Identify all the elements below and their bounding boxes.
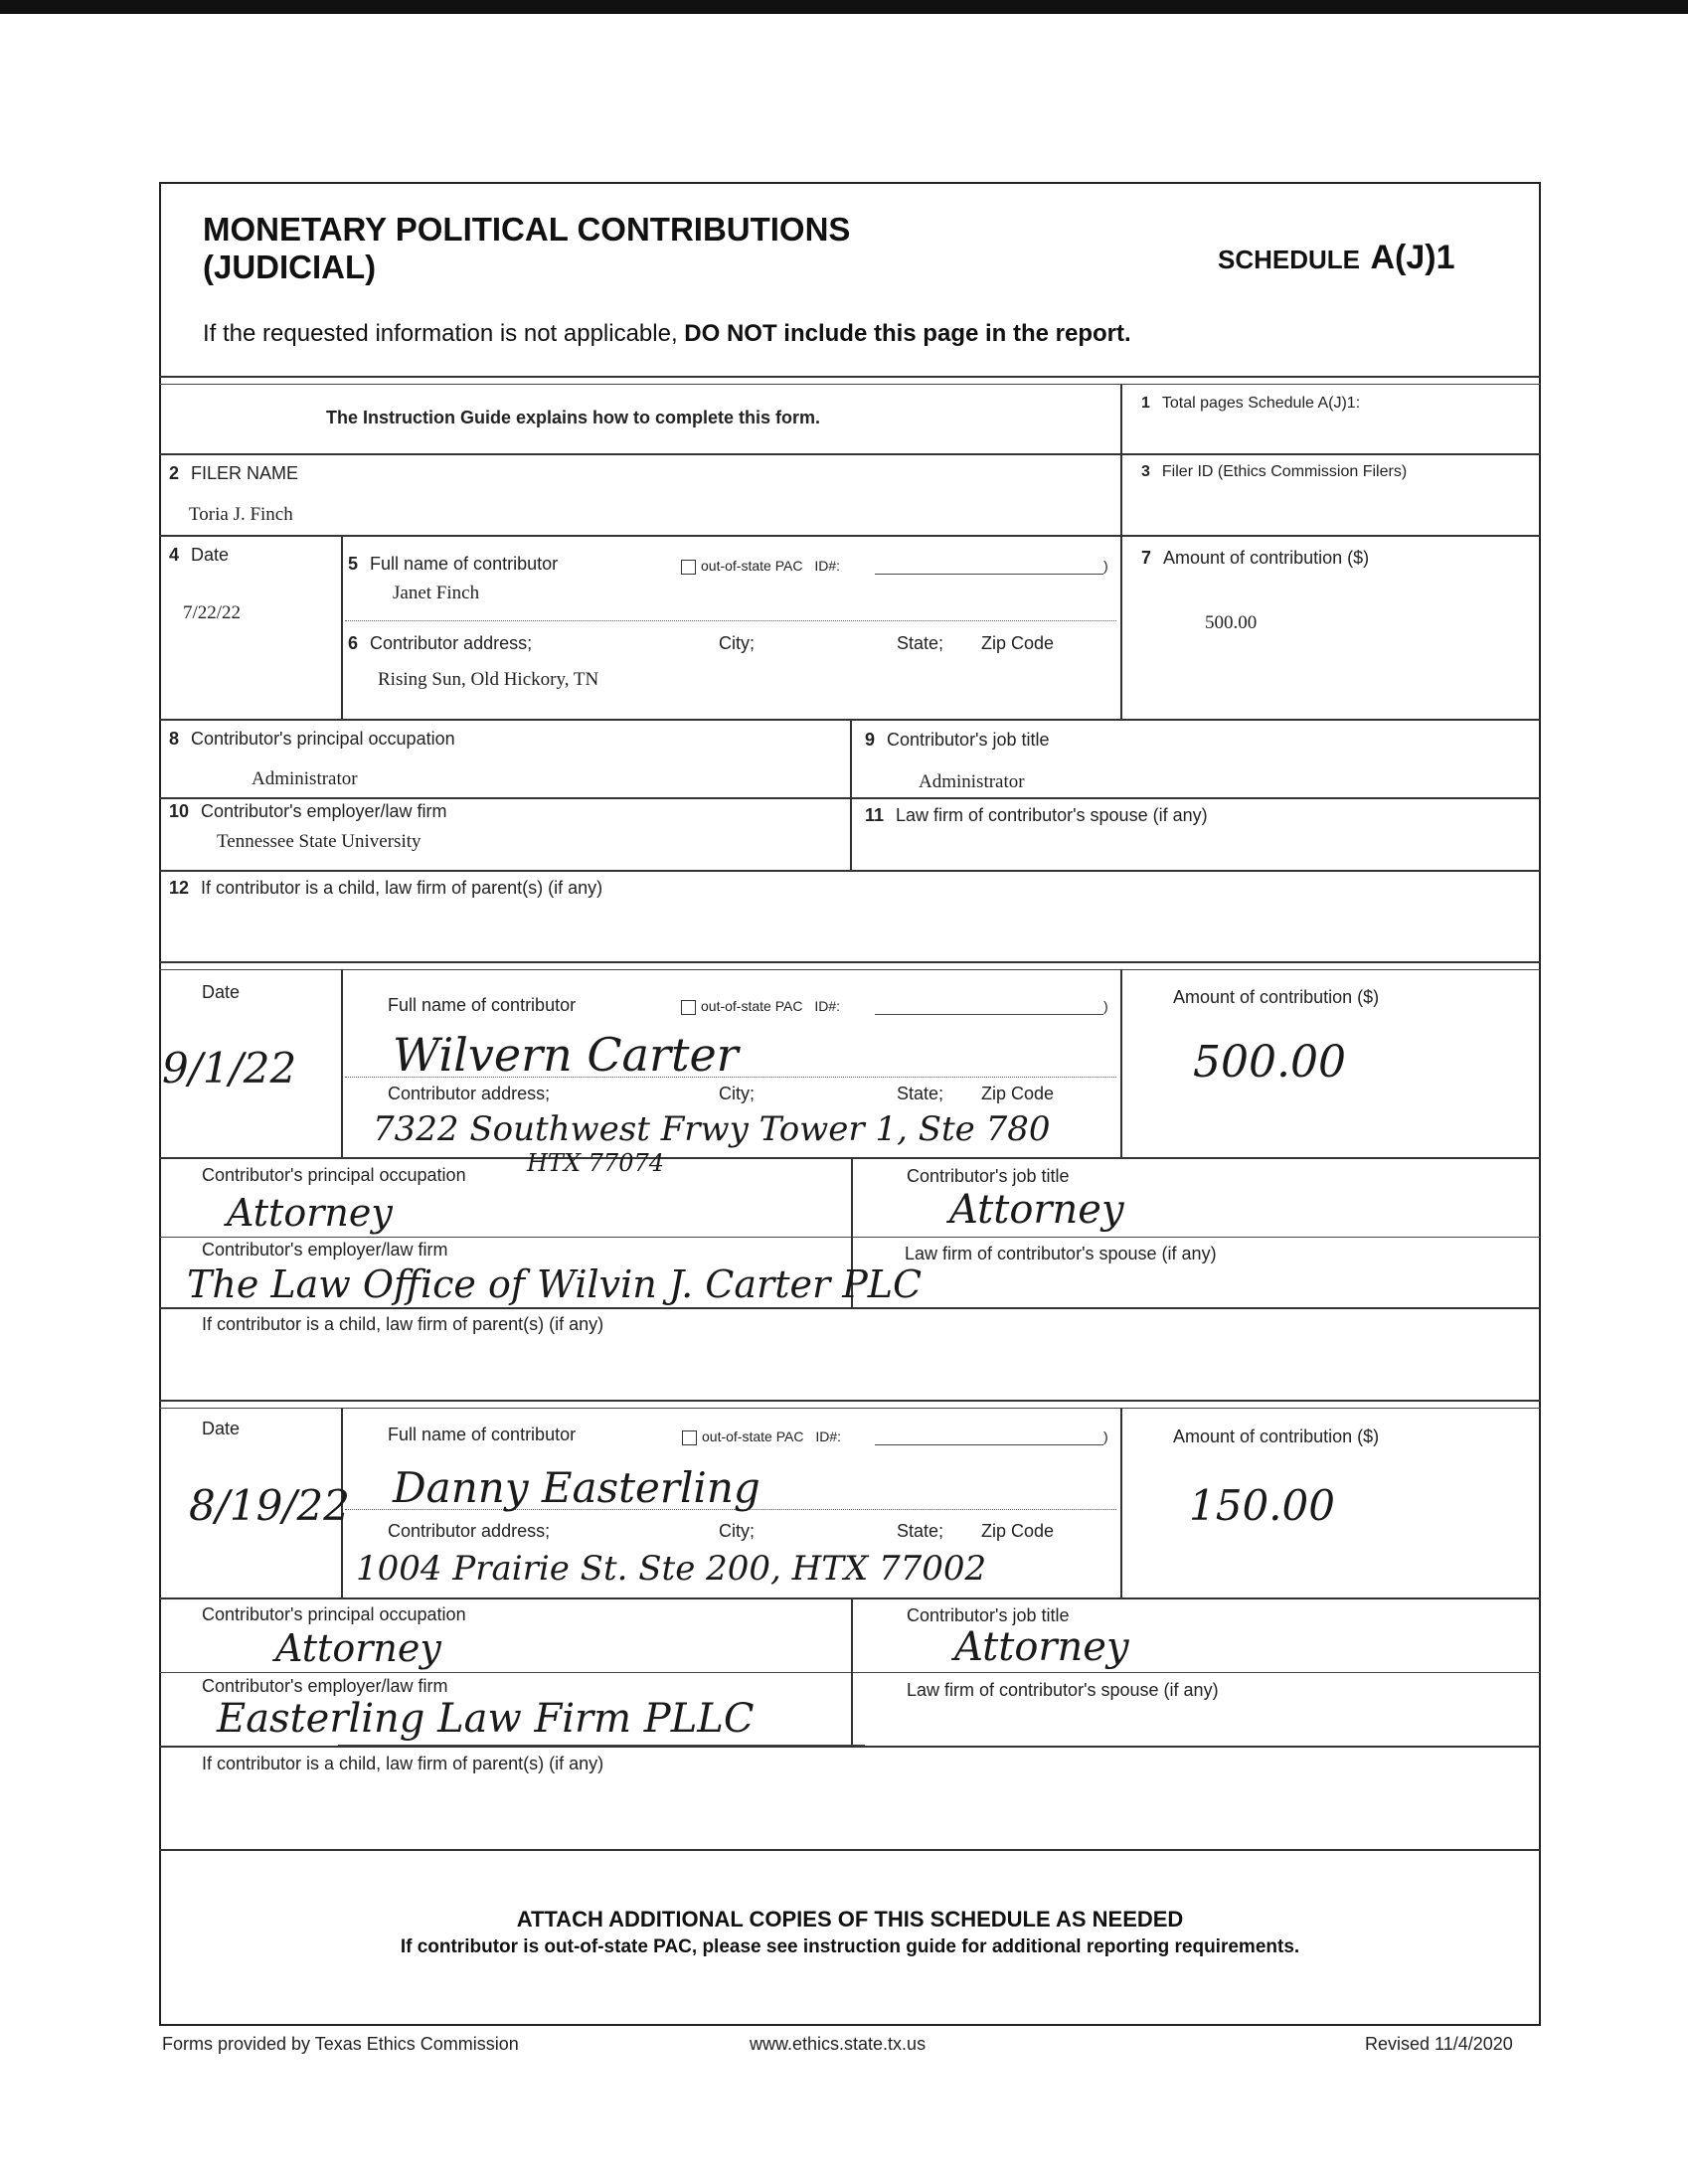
entry1-name-value[interactable]: Janet Finch	[393, 583, 480, 603]
notice-bold-text: DO NOT include this page in the report.	[684, 320, 1131, 347]
field-label: Date	[191, 545, 230, 565]
notice-text: If the requested information is not applicable,	[203, 320, 678, 347]
entry2-name-value[interactable]: Wilvern Carter	[393, 1028, 739, 1082]
pac-id-label: ID#:	[814, 558, 841, 574]
pac-id-close: )	[1103, 998, 1108, 1014]
field-label: Law firm of contributor's spouse (if any)	[896, 805, 1208, 825]
entry1-date-label	[169, 545, 229, 566]
scan-top-edge	[0, 0, 1688, 14]
field-number: 8	[169, 729, 180, 749]
entry2-job-title-label: Contributor's job title	[907, 1166, 1070, 1186]
entry2-spouse-label: Law firm of contributor's spouse (if any)	[905, 1244, 1217, 1263]
instruction-guide-note: The Instruction Guide explains how to complete this form.	[326, 408, 821, 427]
field-number: 11	[865, 805, 885, 825]
field-label: Contributor's employer/law firm	[201, 801, 447, 821]
field-label: Full name of contributor	[370, 554, 559, 574]
form-title-line2: (JUDICIAL)	[203, 249, 377, 285]
entry3-employer-label: Contributor's employer/law firm	[202, 1676, 448, 1696]
entry1-name-label	[348, 554, 558, 575]
pac-id-close: )	[1103, 558, 1108, 574]
entry2-address-line2[interactable]: HTX 77074	[527, 1149, 664, 1177]
field-label: Contributor's job title	[887, 730, 1050, 750]
field-number: 2	[169, 463, 180, 483]
entry1-amount-label	[1141, 548, 1369, 569]
entry3-state-label: State;	[897, 1521, 944, 1541]
field-label: Total pages Schedule A(J)1:	[1161, 395, 1361, 412]
entry3-date-label: Date	[202, 1419, 241, 1438]
entry3-address-value[interactable]: 1004 Prairie St. Ste 200, HTX 77002	[356, 1549, 987, 1589]
entry1-pac-checkbox[interactable]	[681, 558, 840, 575]
footer-provider: Forms provided by Texas Ethics Commission	[162, 2034, 519, 2054]
entry3-child-label: If contributor is a child, law firm of parent(s) (if any)	[202, 1754, 604, 1773]
field-number: 5	[348, 554, 359, 574]
field-number: 7	[1141, 548, 1152, 568]
entry2-occupation-label: Contributor's principal occupation	[202, 1165, 466, 1185]
entry1-occupation-label	[169, 729, 455, 750]
pac-checkbox-box[interactable]	[681, 1000, 696, 1015]
entry1-city-label: City;	[719, 633, 755, 653]
entry2-amount-label: Amount of contribution ($)	[1173, 987, 1380, 1007]
field-2-filer-name	[169, 463, 298, 484]
entry3-name-label: Full name of contributor	[388, 1425, 577, 1444]
entry2-job-title-value[interactable]: Attorney	[949, 1187, 1124, 1233]
entry2-employer-value[interactable]: The Law Office of Wilvin J. Carter PLC	[187, 1262, 923, 1306]
entry2-date-label: Date	[202, 982, 241, 1002]
entry1-state-label: State;	[897, 633, 944, 653]
pac-label: out-of-state PAC	[702, 1428, 804, 1444]
entry2-child-label: If contributor is a child, law firm of parent(s) (if any)	[202, 1314, 604, 1334]
schedule-id: A(J)1	[1370, 239, 1455, 276]
field-number: 10	[169, 801, 190, 821]
entry3-job-title-label: Contributor's job title	[907, 1605, 1070, 1625]
entry1-address-value[interactable]: Rising Sun, Old Hickory, TN	[378, 669, 599, 690]
field-number: 3	[1141, 463, 1150, 480]
field-label: Filer ID (Ethics Commission Filers)	[1161, 463, 1408, 480]
entry1-occupation-value[interactable]: Administrator	[252, 768, 358, 789]
pac-id-label: ID#:	[814, 998, 841, 1014]
field-number: 1	[1141, 395, 1150, 412]
field-3-filer-id	[1141, 463, 1407, 481]
schedule-form	[159, 182, 1541, 2026]
entry2-name-label: Full name of contributor	[388, 995, 577, 1015]
entry3-date-value[interactable]: 8/19/22	[189, 1481, 350, 1530]
entry1-date-value[interactable]: 7/22/22	[183, 602, 242, 623]
field-label: FILER NAME	[191, 463, 299, 483]
entry1-job-title-label	[865, 730, 1050, 751]
field-number: 4	[169, 545, 180, 565]
entry2-city-label: City;	[719, 1084, 755, 1103]
entry1-amount-value[interactable]: 500.00	[1205, 612, 1258, 633]
entry3-occupation-label: Contributor's principal occupation	[202, 1604, 466, 1624]
schedule-word: SCHEDULE	[1218, 245, 1361, 274]
entry3-name-value[interactable]: Danny Easterling	[393, 1463, 760, 1512]
field-label: Amount of contribution ($)	[1163, 548, 1370, 568]
footer-revision: Revised 11/4/2020	[1365, 2034, 1513, 2054]
entry2-address-value[interactable]: 7322 Southwest Frwy Tower 1, Ste 780	[373, 1109, 1051, 1149]
entry2-employer-label: Contributor's employer/law firm	[202, 1240, 448, 1260]
entry1-child-label	[169, 878, 602, 899]
entry2-date-value[interactable]: 9/1/22	[162, 1044, 297, 1092]
filer-name-value[interactable]: Toria J. Finch	[189, 504, 293, 525]
field-label: If contributor is a child, law firm of parent(s) (if any)	[201, 878, 603, 898]
entry1-job-title-value[interactable]: Administrator	[919, 771, 1025, 792]
field-1-total-pages	[1141, 395, 1360, 413]
field-number: 9	[865, 730, 876, 750]
field-label: Contributor's principal occupation	[191, 729, 455, 749]
entry3-job-title-value[interactable]: Attorney	[954, 1624, 1129, 1670]
entry1-zip-label: Zip Code	[981, 633, 1055, 653]
entry2-amount-value[interactable]: 500.00	[1193, 1037, 1346, 1088]
entry3-address-label: Contributor address;	[388, 1521, 551, 1541]
form-title-line1: MONETARY POLITICAL CONTRIBUTIONS	[203, 211, 851, 248]
entry2-state-label: State;	[897, 1084, 944, 1103]
pac-label: out-of-state PAC	[701, 558, 803, 574]
entry3-zip-label: Zip Code	[981, 1521, 1055, 1541]
entry2-occupation-value[interactable]: Attorney	[227, 1191, 393, 1235]
entry3-amount-value[interactable]: 150.00	[1189, 1481, 1335, 1530]
entry3-spouse-label: Law firm of contributor's spouse (if any)	[907, 1680, 1219, 1700]
field-label: Contributor address;	[370, 633, 533, 653]
footer-website[interactable]: www.ethics.state.tx.us	[750, 2034, 927, 2054]
attach-notice-subtext: If contributor is out-of-state PAC, please see instruction guide for additional reporting requirements.	[400, 1936, 1300, 1957]
entry3-occupation-value[interactable]: Attorney	[275, 1626, 441, 1670]
entry2-address-label: Contributor address;	[388, 1084, 551, 1103]
entry1-employer-value[interactable]: Tennessee State University	[217, 831, 422, 852]
entry3-pac-checkbox[interactable]	[682, 1428, 841, 1445]
attach-notice-heading: ATTACH ADDITIONAL COPIES OF THIS SCHEDULE AS NEEDED	[516, 1907, 1184, 1932]
entry3-amount-label: Amount of contribution ($)	[1173, 1427, 1380, 1446]
entry3-employer-value[interactable]: Easterling Law Firm PLLC	[217, 1696, 755, 1742]
entry1-address-label	[348, 633, 532, 654]
entry3-city-label: City;	[719, 1521, 755, 1541]
pac-label: out-of-state PAC	[701, 998, 803, 1014]
pac-checkbox-box[interactable]	[682, 1430, 697, 1445]
field-number: 12	[169, 878, 190, 898]
entry2-pac-checkbox[interactable]	[681, 998, 840, 1015]
pac-id-label: ID#:	[815, 1428, 842, 1444]
entry1-employer-label	[169, 801, 447, 822]
pac-checkbox-box[interactable]	[681, 560, 696, 575]
field-number: 6	[348, 633, 359, 653]
entry1-spouse-label	[865, 805, 1208, 826]
entry2-zip-label: Zip Code	[981, 1084, 1055, 1103]
pac-id-close: )	[1103, 1428, 1108, 1444]
